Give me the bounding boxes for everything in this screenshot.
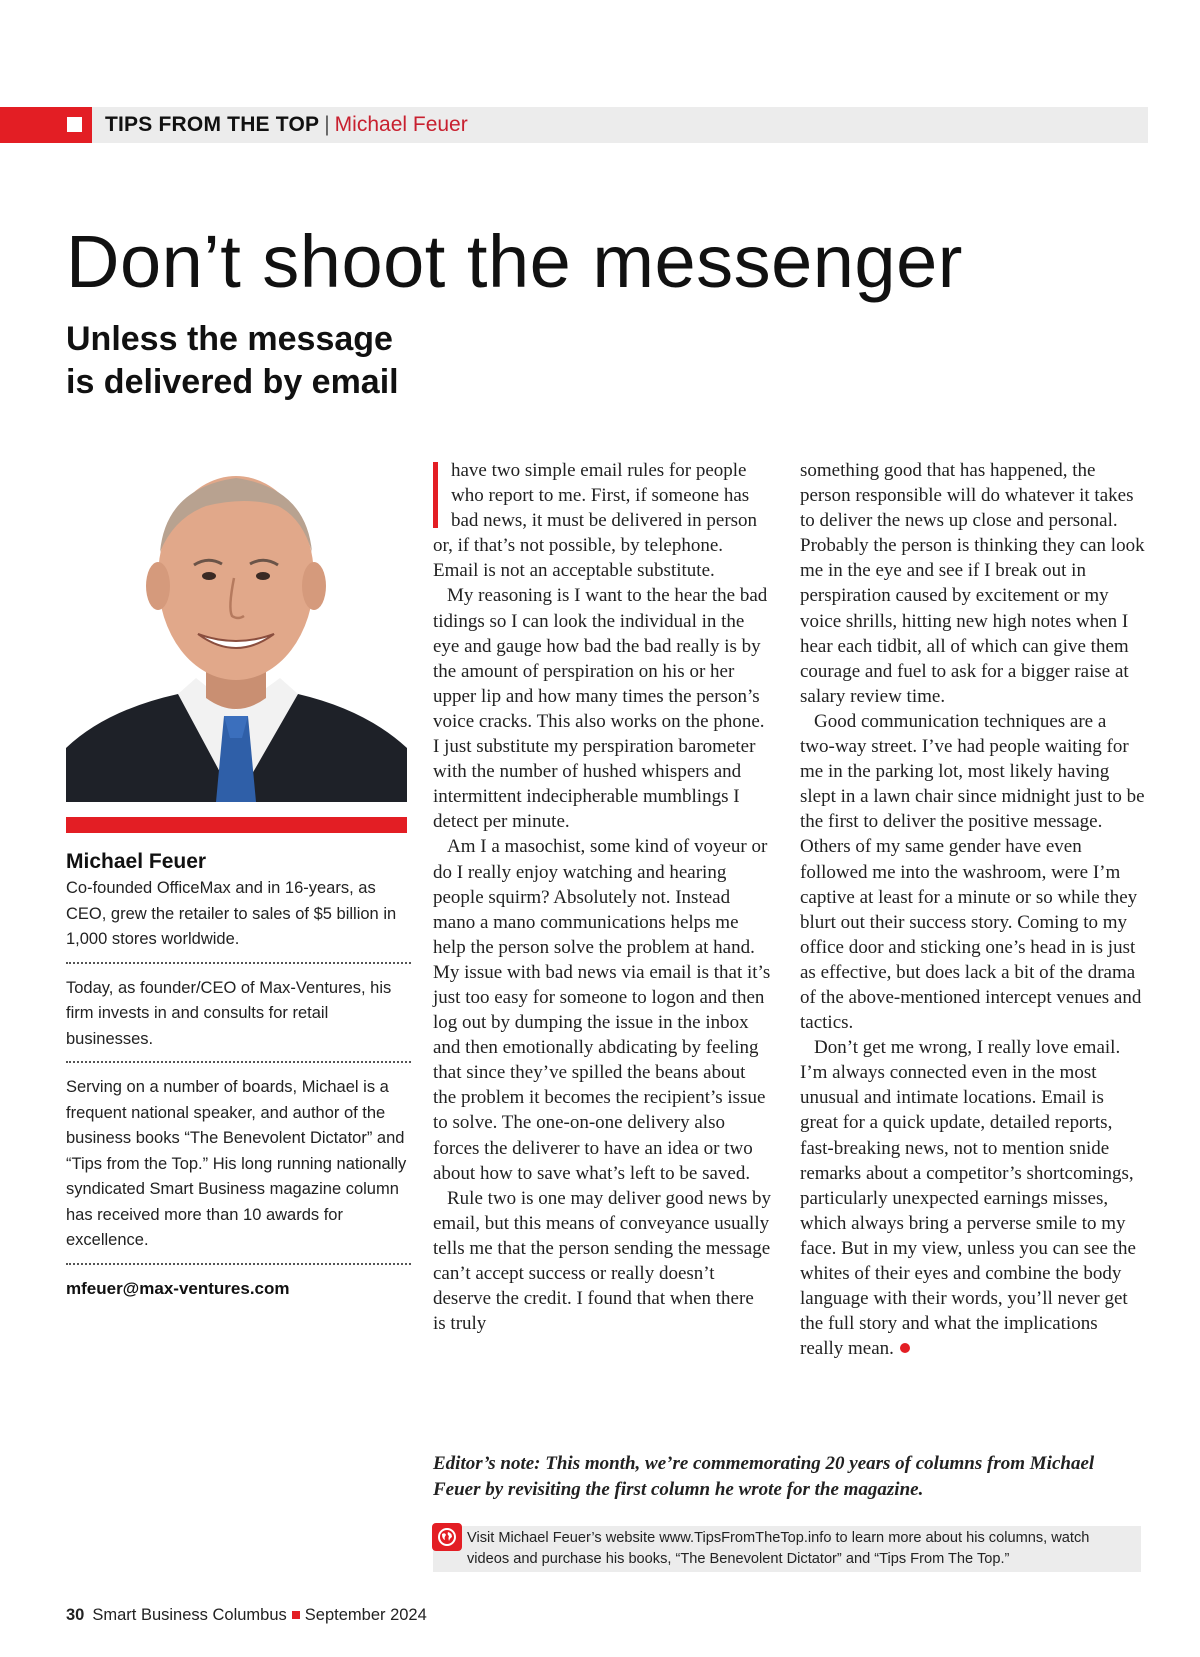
article-subtitle — [66, 318, 486, 404]
issue-date: September 2024 — [304, 1606, 427, 1624]
section-header — [105, 111, 468, 139]
header-author: Michael Feuer — [334, 113, 468, 136]
drop-cap-i-mark — [433, 462, 438, 528]
header-square-icon — [67, 117, 82, 132]
article-column-1 — [433, 458, 771, 1336]
end-mark-icon — [900, 1343, 910, 1353]
article-paragraph: My reasoning is I want to the hear the bad tidings so I can look the individual in the eye and gauge how bad the bad really is by the amount of perspiration on his or her upper lip and how many times the person’s voice cracks. This also works on the phone. I just substitute my perspiration barometer with the number of hushed whispers and intermittent indecipherable mumblings I detect per minute. — [433, 585, 768, 833]
article-paragraph: Good communication techniques are a two-way street. I’ve had people waiting for me in the parking lot, most likely having slept in a lawn chair since midnight just to be the first to deliver the positive message. Others of my same gender have even followed me into the washroom, were I’m captive at least for a minute or so while they blurt out their success story. Coming to my office door and sticking one’s head in is just as effective, but does lack a bit of the drama of the above-mentioned intercept venues and tactics. — [800, 710, 1145, 1034]
author-bio — [66, 848, 411, 1301]
subtitle-line-2: is delivered by email — [66, 363, 399, 401]
dotted-divider — [66, 1263, 411, 1265]
article-paragraph: something good that has happened, the person responsible will do whatever it takes to deliver the news up close and personal. Probably the person is thinking they can look me in the eye and see if I break out in perspiration caused by excitement or my voice shrills, hitting new high notes when I hear each tidbit, all of which can give them courage and fuel to ask for a bigger raise at salary review time. — [800, 460, 1145, 707]
globe-icon — [432, 1523, 462, 1551]
section-label: TIPS FROM THE TOP — [105, 113, 320, 136]
footer-square-icon — [292, 1611, 300, 1619]
article-closing-text: Don’t get me wrong, I really love email. I’m always connected even in the most unusual and intimate locations. Email is great for a quick update, detailed reports, fast-breaking news, not to mention snide remarks about a competitor’s shortcomings, particularly unexpected earnings misses, which always bring a perverse smile to my face. But in my view, unless you can see the whites of their eyes and combine the body language with their words, you’ll never get the full story and what the implications really mean. — [800, 1037, 1136, 1360]
author-photo — [66, 448, 407, 802]
bio-paragraph-1: Co-founded OfficeMax and in 16-years, as CEO, grew the retailer to sales of $5 billion in 1,000 stores worldwide. — [66, 879, 397, 948]
publication-name: Smart Business Columbus — [92, 1606, 287, 1624]
bio-paragraph-3: Serving on a number of boards, Michael is a frequent national speaker, and author of the business books “The Benevolent Dictator” and “Tips from the Top.” His long running nationally syndicated Smart Business magazine column has received more than 10 awards for excellence. — [66, 1078, 407, 1249]
article-paragraph: Am I a masochist, some kind of voyeur or do I really enjoy watching and hearing people squirm? Absolutely not. Instead mano a mano communications helps me help the person solve the problem at hand. My issue with bad news via email is that it’s just too easy for someone to logon and then log out by dumping the issue in the inbox and then emotionally abdicating by feeling that since they’ve spilled the beans about the problem it becomes the recipient’s issue to solve. The one-on-one delivery also forces the deliverer to have an idea or two about how to save what’s left to be saved. — [433, 836, 771, 1184]
article-column-2 — [800, 458, 1145, 1361]
bio-name: Michael Feuer — [66, 850, 207, 873]
article-paragraph: Rule two is one may deliver good news by email, but this means of conveyance usually tells me that the person sending the message can’t accept success or really doesn’t deserve the credit. I found that when there is truly — [433, 1187, 772, 1335]
article-title: Don’t shoot the messenger — [66, 220, 963, 303]
subtitle-line-1: Unless the message — [66, 320, 393, 358]
bio-paragraph-2: Today, as founder/CEO of Max-Ventures, his firm invests in and consults for retail businesses. — [66, 978, 392, 1048]
author-portrait-illustration — [66, 448, 407, 802]
editor-note: Editor’s note: This month, we’re commemorating 20 years of columns from Michael Feuer by revisiting the first column he wrote for the magazine. — [433, 1453, 1095, 1500]
header-separator: | — [324, 113, 330, 136]
dotted-divider — [66, 962, 411, 964]
visit-website-text: Visit Michael Feuer’s website www.TipsFromTheTop.info to learn more about his columns, watch videos and purchase his books, “The Benevolent Dictator” and “Tips From The Top.” — [467, 1530, 1090, 1567]
page-number: 30 — [66, 1606, 85, 1624]
article-paragraph: have two simple email rules for people who report to me. First, if someone has bad news, it must be delivered in person or, if that’s not possible, by telephone. Email is not an acceptable substitute. — [433, 460, 758, 582]
bio-email-link[interactable]: mfeuer@max-ventures.com — [66, 1278, 290, 1298]
article-paragraph — [800, 1035, 1145, 1361]
page-footer — [66, 1604, 427, 1626]
dotted-divider — [66, 1061, 411, 1063]
bio-accent-bar — [66, 817, 407, 833]
